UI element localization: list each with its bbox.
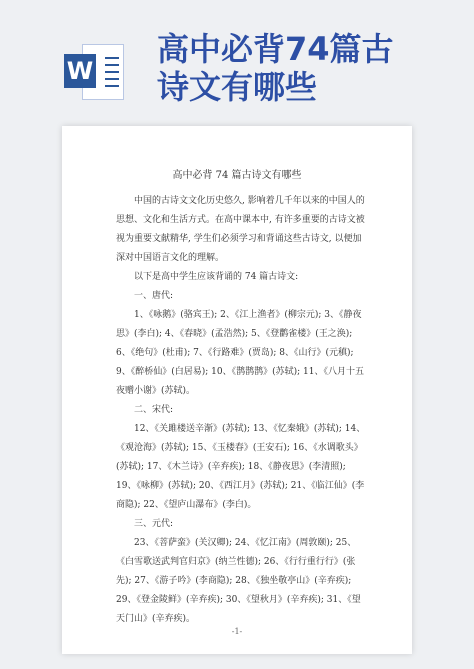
document-body [116,192,368,629]
word-letter-badge: W [64,54,96,88]
document-title: 高中必背 74 篇古诗文有哪些 [172,170,302,181]
page-title-line-1: 高中必背74篇古 [157,30,394,68]
section-items-song: 12、《关雎楼送辛渐》(苏轼); 13、《忆秦娥》(苏轼); 14、《观沧海》(苏轼); 15、《玉楼春》(王安石); 16、《水调歌头》(苏轼); 17、《木兰诗》(辛弃疾); 18、《静夜思》(李清照); 19、《咏柳》(苏轼); 20、《西江月》(苏轼); 21、《临江仙》(李商隐); 22、《望庐山瀑布》(李白)。 [116,424,366,510]
word-icon [64,40,124,102]
lead-paragraph: 以下是高中学生应该背诵的 74 篇古诗文: [134,272,299,282]
section-heading-tang: 一、唐代: [134,291,174,301]
section-heading-song: 二、宋代: [134,405,174,415]
page-title-line-2: 诗文有哪些 [157,68,318,106]
document-page [62,126,412,654]
header-banner [0,0,474,122]
page-number: -1- [231,627,243,636]
section-items-yuan: 23、《菩萨蛮》(关汉卿); 24、《忆江南》(周敦颐); 25、《白雪歌送武判官归京》(纳兰性德); 26、《行行重行行》(张先); 27、《游子吟》(李商隐); 28、《独坐敬亭山》(辛弃疾); 29、《登金陵鲜》(辛弃疾); 30、《望秋月》(辛弃疾); 31、《望天门山》(辛弃疾)。 [116,538,361,624]
section-heading-yuan: 三、元代: [134,519,174,529]
intro-paragraph: 中国的古诗文文化历史悠久, 影响着几千年以来的中国人的思想、文化和生活方式。在高中课本中, 有许多重要的古诗文被视为重要文献精华, 学生们必须学习和背诵这些古诗文, 以便加深对中国语言文化的理解。 [116,196,365,263]
section-items-tang: 1、《咏鹅》(骆宾王); 2、《江上渔者》(柳宗元); 3、《静夜思》(李白); 4、《春晓》(孟浩然); 5、《登鹳雀楼》(王之涣); 6、《绝句》(杜甫); 7、《行路难》(贾岛); 8、《山行》(元稹); 9、《醉桥仙》(白居易); 10、《鹊鹊鹊》(苏轼); 11、《八月十五夜赠小谢》(苏轼)。 [116,310,364,396]
